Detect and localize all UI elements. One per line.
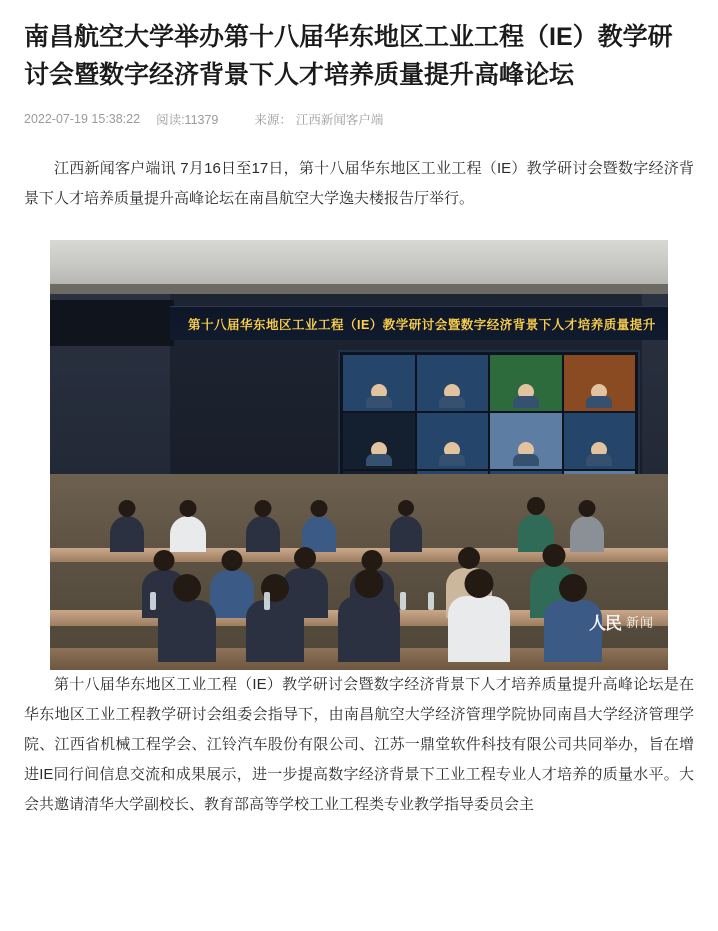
watermark-label: 新闻 [625,615,654,630]
video-tile [564,413,636,469]
photo-banner [170,306,668,340]
source-label: 来源： [254,113,292,127]
audience-person [338,596,400,662]
audience-person [390,516,422,552]
video-tile [417,413,489,469]
article-header [0,0,718,128]
video-tile [343,355,415,411]
audience-person [110,516,144,552]
publish-time: 2022-07-19 15:38:22 [24,112,141,126]
water-bottle [400,592,406,610]
audience-person [448,596,510,662]
watermark-logo: 人民 [588,614,621,633]
audience-person [246,600,304,662]
photo-banner-left-panel [50,300,174,346]
water-bottle [428,592,434,610]
video-tile [343,413,415,469]
photo-ceiling [50,240,668,284]
paragraph-2: 第十八届华东地区工业工程（IE）教学研讨会暨数字经济背景下人才培养质量提升高峰论坛是在华东地区工业工程教学研讨会组委会指导下，由南昌航空大学经济管理学院协同南昌大学经济管理学院、江西省机械工程学会、江铃汽车股份有限公司、江苏一鼎堂软件科技有限公司共同举办，旨在增进IE同行间信息交流和成果展示，进一步提高数字经济背景下工业工程专业人才培养的质量水平。大会共邀请清华大学副校长、教育部高等学校工业工程类专业教学指导委员会主 [24,676,694,813]
video-tile [490,413,562,469]
video-tile [564,355,636,411]
audience-person [246,516,280,552]
water-bottle [264,592,270,610]
audience-person [170,516,206,552]
page-title: 南昌航空大学举办第十八届华东地区工业工程（IE）教学研讨会暨数字经济背景下人才培养质量提升高峰论坛 [24,23,673,89]
water-bottle [150,592,156,610]
article-figure [24,240,694,670]
paragraph-1: 江西新闻客户端讯 7月16日至17日，第十八届华东地区工业工程（IE）教学研讨会暨数字经济背景下人才培养质量提升高峰论坛在南昌航空大学逸夫楼报告厅举行。 [24,160,694,207]
read-count: 阅读:11379 [156,113,219,127]
photo-ceiling-strip [50,284,668,294]
photo-watermark [589,609,654,634]
photo-banner-text: 第十八届华东地区工业工程（IE）教学研讨会暨数字经济背景下人才培养质量提升 [188,317,656,332]
article-body [0,154,718,820]
photo-audience [50,474,668,670]
conference-photo [50,240,668,670]
video-tile [490,355,562,411]
audience-person [158,600,216,662]
article-meta [24,110,694,128]
source-name: 江西新闻客户端 [295,113,384,127]
video-tile [417,355,489,411]
audience-person [570,516,604,552]
